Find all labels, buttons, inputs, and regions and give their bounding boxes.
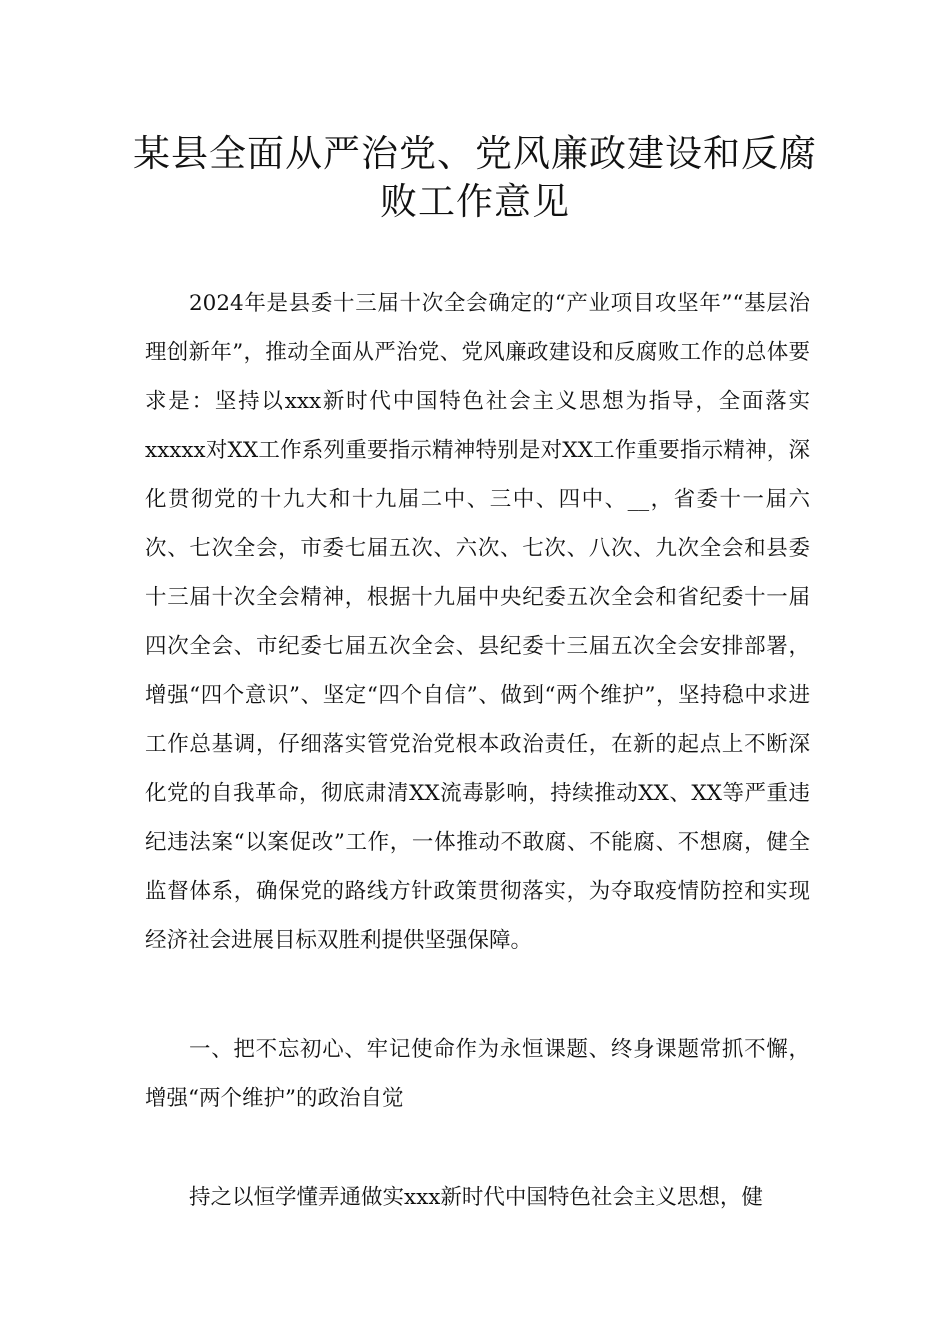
- section-heading: 一、把不忘初心、牢记使命作为永恒课题、终身课题常抓不懈，增强“两个维护”的政治自觉: [145, 1037, 810, 1111]
- body-paragraph: 2024年是县委十三届十次全会确定的“产业项目攻坚年”“基层治理创新年”，推动全面从严治党、党风廉政建设和反腐败工作的总体要求是：坚持以xxx新时代中国特色社会主义思想为指导，全面落实xxxxx对XX工作系列重要指示精神特别是对XX工作重要指示精神，深化贯彻党的十九大和十九届二中、三中、四中、__，省委十一届六次、七次全会，市委七届五次、六次、七次、八次、九次全会和县委十三届十次全会精神，根据十九届中央纪委五次全会和省纪委十一届四次全会、市纪委七届五次全会、县纪委十三届五次全会安排部署，增强“四个意识”、坚定“四个自信”、做到“两个维护”，坚持稳中求进工作总基调，仔细落实管党治党根本政治责任，在新的起点上不断深化党的自我革命，彻底肃清XX流毒影响，持续推动XX、XX等严重违纪违法案“以案促改”工作，一体推动不敢腐、不能腐、不想腐，健全监督体系，确保党的路线方针政策贯彻落实，为夺取疫情防控和实现经济社会进展目标双胜利提供坚强保障。: [145, 291, 810, 953]
- section-paragraph: 持之以恒学懂弄通做实xxx新时代中国特色社会主义思想，健: [189, 1185, 763, 1210]
- document-title: 某县全面从严治党、党风廉政建设和反腐败工作意见: [133, 132, 817, 223]
